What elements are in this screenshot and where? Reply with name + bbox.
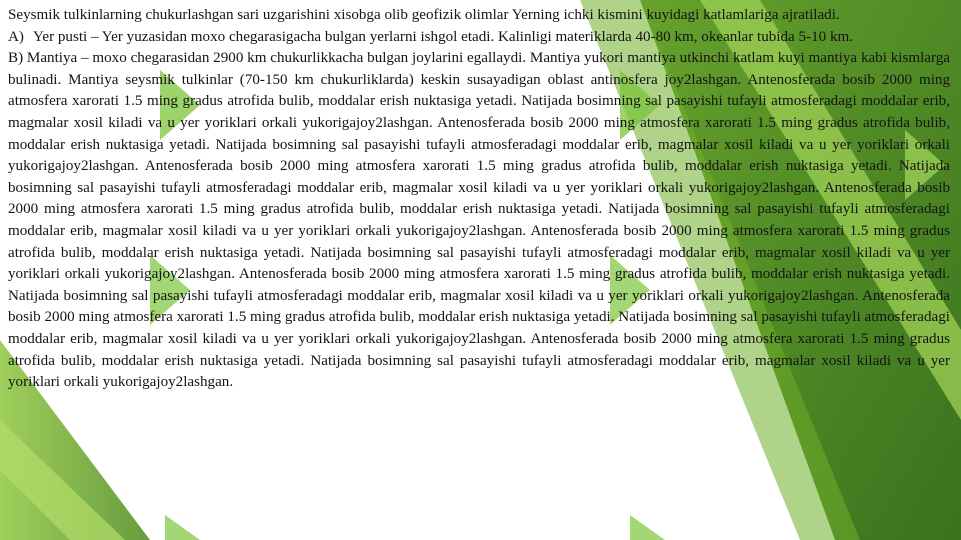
- list-item-b-text: B) Mantiya – moxo chegarasidan 2900 km chukurlikkacha bulgan joylarini egallaydi. Mantiya yukori mantiya utkinchi katlam kuyi mantiya kabi kismlarga bulinadi. Mantiya seysmik tulkinlar (70-150 km chukurliklarda) keskin susayadigan oblast antinosfera joy2lashgan. Antenosferada bosib 2000 ming atmosfera xarorati 1.5 ming gradus atrofida bulib, moddalar erish nuktasiga yetadi. Natijada bosimning sal pasayishi tufayli atmosferadagi moddalar erib, magmalar xosil kiladi va u yer yoriklari orkali yukorigajoy2lashgan. Antenosferada bosib 2000 ming atmosfera xarorati 1.5 ming gradus atrofida bulib, moddalar erish nuktasiga yetadi. Natijada bosimning sal pasayishi tufayli atmosferadagi moddalar erib, magmalar xosil kiladi va u yer yoriklari orkali yukorigajoy2lashgan. Antenosferada bosib 2000 ming atmosfera xarorati 1.5 ming gradus atrofida bulib, moddalar erish nuktasiga yetadi. Natijada bosimning sal pasayishi tufayli atmosferadagi moddalar erib, magmalar xosil kiladi va u yer yoriklari orkali yukorigajoy2lashgan. Antenosferada bosib 2000 ming atmosfera xarorati 1.5 ming gradus atrofida bulib, moddalar erish nuktasiga yetadi. Natijada bosimning sal pasayishi tufayli atmosferadagi moddalar erib, magmalar xosil kiladi va u yer yoriklari orkali yukorigajoy2lashgan. Antenosferada bosib 2000 ming atmosfera xarorati 1.5 ming gradus atrofida bulib, moddalar erish nuktasiga yetadi. Natijada bosimning sal pasayishi tufayli atmosferadagi moddalar erib, magmalar xosil kiladi va u yer yoriklari orkali yukorigajoy2lashgan. Antenosferada bosib 2000 ming atmosfera xarorati 1.5 ming gradus atrofida bulib, moddalar erish nuktasiga yetadi. Natijada bosimning sal pasayishi tufayli atmosferadagi moddalar erib, magmalar xosil kiladi va u yer yoriklari orkali yukorigajoy2lashgan. Antenosferada bosib 2000 ming atmosfera xarorati 1.5 ming gradus atrofida bulib, moddalar erish nuktasiga yetadi. Natijada bosimning sal pasayishi tufayli atmosferadagi moddalar erib, magmalar xosil kiladi va u yer yoriklari orkali yukorigajoy2lashgan. Antenosferada bosib 2000 ming atmosfera xarorati 1.5 ming gradus atrofida bulib, moddalar erish nuktasiga yetadi. Natijada bosimning sal pasayishi tufayli atmosferadagi moddalar erib, magmalar xosil kiladi va u yer yoriklari orkali yukorigajoy2lashgan.: [8, 50, 950, 391]
- list-item-a-text: Yer pusti – Yer yuzasidan moxo chegarasigacha bulgan yerlarni ishgol etadi. Kalinligi materiklarda 40-80 km, okeanlar tubida 5-10 km.: [33, 28, 854, 45]
- list-item-a-marker: A): [8, 28, 24, 45]
- arrow-shape-left-bottom: [165, 515, 200, 540]
- slide-body: [8, 5, 950, 394]
- intro-paragraph: Seysmik tulkinlarning chukurlashgan sari uzgarishini xisobga olib geofizik olimlar Yerning ichki kismini kuyidagi katlamlariga ajratiladi.: [8, 7, 840, 23]
- arrow-shape-right-bottom: [630, 515, 665, 540]
- list-item-a: [8, 27, 950, 49]
